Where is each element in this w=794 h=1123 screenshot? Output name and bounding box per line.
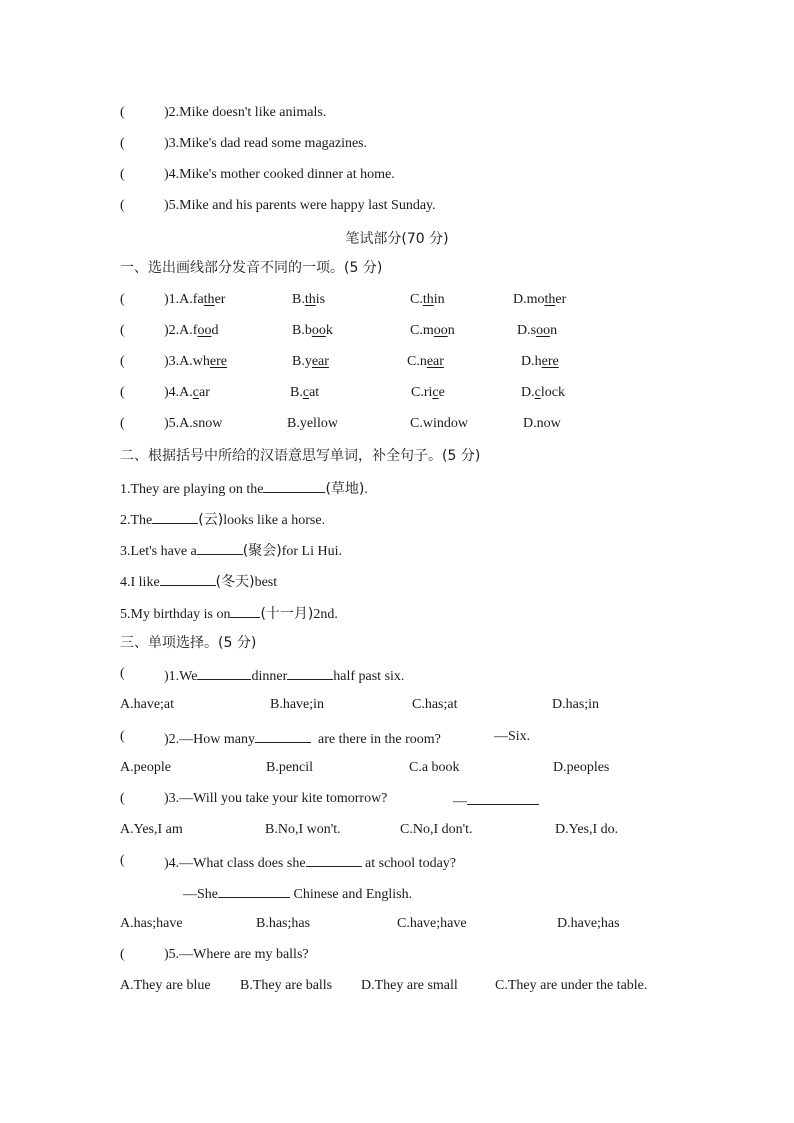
option-a[interactable]: A.have;at (120, 697, 175, 712)
answer-blank[interactable] (306, 852, 362, 867)
statement-text: Mike and his parents were happy last Sunday. (179, 198, 436, 213)
answer-blank[interactable] (160, 571, 216, 586)
question-number: 2 (168, 105, 176, 120)
answer-bracket[interactable]: ( (120, 666, 125, 681)
question-number: 4 (168, 167, 176, 182)
option-d[interactable]: D.peoples (553, 760, 610, 775)
option-c[interactable]: C.rice (411, 385, 445, 400)
option-d[interactable]: D.here (521, 354, 559, 369)
answer-bracket[interactable]: ( (120, 853, 125, 868)
option-c[interactable]: C.a book (409, 760, 460, 775)
option-a[interactable]: A.Yes,I am (120, 822, 183, 837)
option-c[interactable]: C.moon (410, 323, 455, 338)
answer-bracket[interactable]: ( (120, 198, 125, 213)
answer-bracket[interactable]: ( (120, 105, 125, 120)
answer-blank[interactable] (197, 665, 251, 680)
fill-sentence: 3.Let's have a (聚会)for Li Hui. (120, 540, 342, 561)
option-c[interactable]: C.have;have (397, 916, 467, 931)
statement-text: Mike's dad read some magazines. (179, 136, 368, 151)
question-number: 3 (168, 136, 176, 151)
option-c[interactable]: C.No,I don't. (400, 822, 473, 837)
written-part-title: 笔试部分(70 分) (345, 231, 449, 247)
option-b[interactable]: B.year (292, 354, 329, 369)
option-b[interactable]: B.this (292, 292, 326, 307)
answer-blank[interactable] (255, 728, 311, 743)
answer-blank[interactable] (263, 478, 325, 493)
answer-bracket[interactable]: ( (120, 292, 125, 307)
option-c[interactable]: C.thin (410, 292, 445, 307)
option-b[interactable]: B.have;in (270, 697, 325, 712)
option-b[interactable]: B.They are balls (240, 978, 333, 993)
option-d[interactable]: D.have;has (557, 916, 620, 931)
fill-sentence: 4.I like (冬天)best (120, 571, 277, 592)
option-b[interactable]: B.pencil (266, 760, 314, 775)
answer-bracket[interactable]: ( (120, 729, 125, 744)
section2-heading: 二、根据括号中所给的汉语意思写单词，补全句子。(5 分) (120, 448, 481, 464)
question-number: 5 (168, 198, 176, 213)
section3-heading: 三、单项选择。(5 分) (120, 635, 257, 651)
option-d[interactable]: D.clock (521, 385, 565, 400)
answer-bracket[interactable]: ( (120, 791, 125, 806)
option-b[interactable]: B.has;has (256, 916, 311, 931)
statement-text: Mike's mother cooked dinner at home. (179, 167, 395, 182)
answer-blank[interactable] (218, 883, 290, 898)
answer-blank[interactable] (467, 790, 539, 805)
option-d[interactable]: D.Yes,I do. (555, 822, 619, 837)
option-c[interactable]: C.near (407, 354, 444, 369)
option-d[interactable]: D.They are small (361, 978, 458, 993)
fill-sentence: 2.The (云)looks like a horse. (120, 509, 325, 530)
section1-heading: 一、选出画线部分发音不同的一项。(5 分) (120, 260, 383, 276)
option-b[interactable]: B.cat (290, 385, 320, 400)
option-a[interactable]: A.has;have (120, 916, 183, 931)
answer-bracket[interactable]: ( (120, 947, 125, 962)
answer-blank[interactable] (287, 665, 333, 680)
answer-blank[interactable] (230, 603, 260, 618)
option-c[interactable]: C.They are under the table. (495, 978, 648, 993)
fill-sentence: 5.My birthday is on (十一月)2nd. (120, 603, 338, 624)
option-b[interactable]: B.No,I won't. (265, 822, 341, 837)
answer-bracket[interactable]: ( (120, 416, 125, 431)
answer-bracket[interactable]: ( (120, 167, 125, 182)
option-a[interactable]: A.They are blue (120, 978, 211, 993)
option-d[interactable]: D.mother (513, 292, 567, 307)
fill-sentence: 1.They are playing on the (草地). (120, 478, 368, 499)
option-d[interactable]: D.now (523, 416, 561, 431)
answer-blank[interactable] (197, 540, 243, 555)
answer-blank[interactable] (152, 509, 198, 524)
option-d[interactable]: D.has;in (552, 697, 600, 712)
option-c[interactable]: C.window (410, 416, 468, 431)
answer-bracket[interactable]: ( (120, 385, 125, 400)
option-d[interactable]: D.soon (517, 323, 558, 338)
option-b[interactable]: B.yellow (287, 416, 338, 431)
answer-bracket[interactable]: ( (120, 354, 125, 369)
answer-bracket[interactable]: ( (120, 136, 125, 151)
option-a[interactable]: A.people (120, 760, 171, 775)
option-b[interactable]: B.book (292, 323, 333, 338)
answer-bracket[interactable]: ( (120, 323, 125, 338)
option-c[interactable]: C.has;at (412, 697, 458, 712)
statement-text: Mike doesn't like animals. (179, 105, 327, 120)
